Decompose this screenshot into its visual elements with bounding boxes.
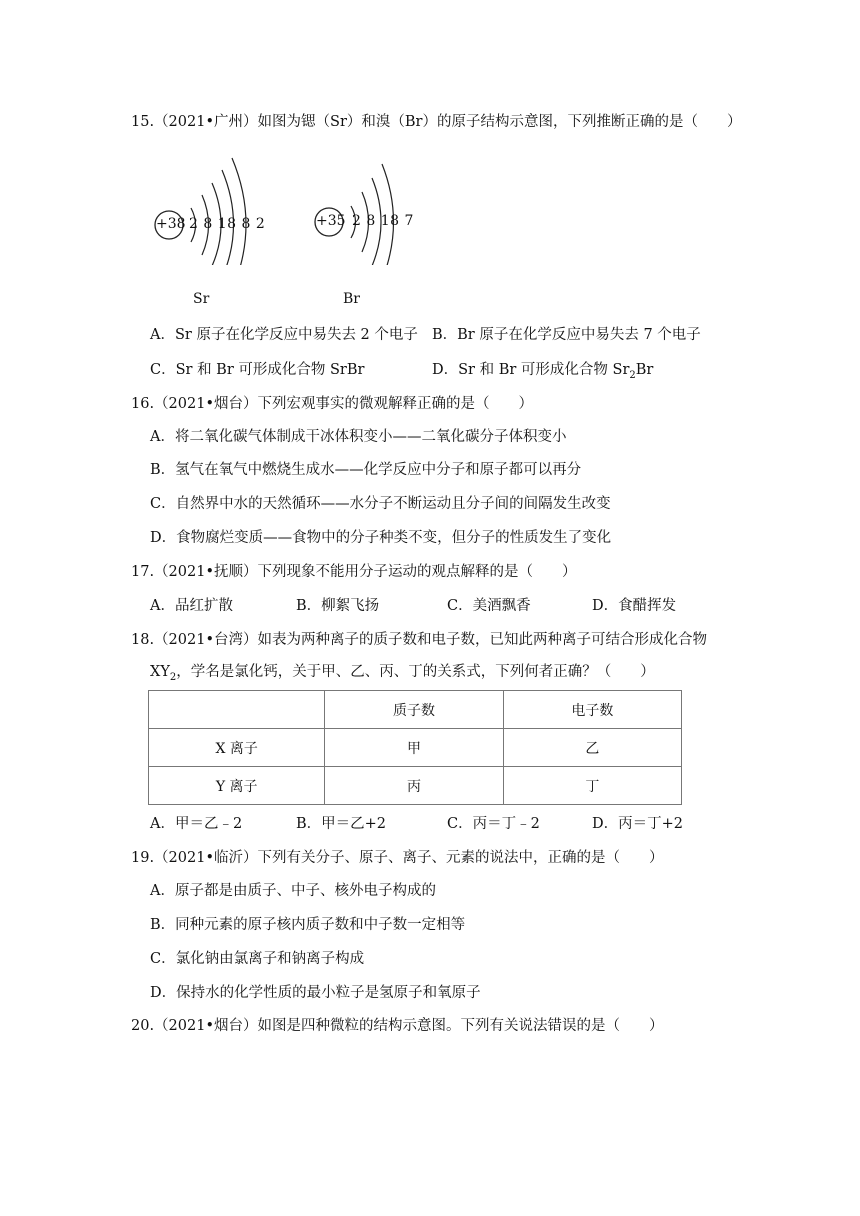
question-18-stem-line2 — [150, 662, 655, 688]
q18-option-a: A．甲＝乙﹣2 — [150, 816, 243, 832]
table-cell: 甲 — [325, 729, 503, 767]
q16-option-b: B．氢气在氧气中燃烧生成水——化学反应中分子和原子都可以再分 — [150, 462, 582, 478]
q15-option-b: B．Br 原子在化学反应中易失去 7 个电子 — [432, 327, 701, 343]
q17-option-a: A．品红扩散 — [150, 598, 233, 614]
q16-option-d: D．食物腐烂变质——食物中的分子种类不变，但分子的性质发生了变化 — [150, 530, 612, 546]
sr-electron-shells: 2 8 18 8 2 — [189, 216, 266, 232]
q16-option-c: C．自然界中水的天然循环——水分子不断运动且分子间的间隔发生改变 — [150, 496, 611, 512]
q18-formula-subscript: 2 — [169, 671, 177, 683]
q17-option-b: B．柳絮飞扬 — [296, 598, 380, 614]
q15-option-d-prefix: D．Sr 和 Br 可形成化合物 Sr — [432, 362, 630, 378]
table-header-cell — [149, 691, 325, 729]
q15-option-d-suffix: Br — [635, 362, 654, 378]
br-nucleus-charge: +35 — [316, 213, 346, 229]
q19-option-b: B．同种元素的原子核内质子数和中子数一定相等 — [150, 917, 466, 933]
sr-symbol: Sr — [193, 291, 210, 307]
table-cell: 丙 — [325, 767, 503, 805]
q19-option-d: D．保持水的化学性质的最小粒子是氢原子和氧原子 — [150, 985, 481, 1001]
q16-option-a: A．将二氧化碳气体制成干冰体积变小——二氧化碳分子体积变小 — [150, 429, 567, 445]
br-electron-shells: 2 8 18 7 — [352, 213, 414, 229]
table-header-row — [149, 691, 682, 729]
table-header-cell: 电子数 — [503, 691, 681, 729]
q19-option-a: A．原子都是由质子、中子、核外电子构成的 — [150, 883, 436, 899]
q15-option-a: A．Sr 原子在化学反应中易失去 2 个电子 — [150, 327, 418, 343]
q19-option-c: C．氯化钠由氯离子和钠离子构成 — [150, 951, 365, 967]
q15-option-d-subscript: 2 — [629, 369, 636, 381]
q15-option-d — [432, 360, 653, 386]
br-symbol: Br — [343, 291, 360, 307]
table-header-cell: 质子数 — [325, 691, 503, 729]
question-20-stem: 20.（2021•烟台）如图是四种微粒的结构示意图。下列有关说法错误的是（ ） — [131, 1018, 664, 1034]
q15-option-c: C．Sr 和 Br 可形成化合物 SrBr — [150, 362, 365, 378]
q18-option-c: C．丙＝丁﹣2 — [447, 816, 540, 832]
question-16-stem: 16.（2021•烟台）下列宏观事实的微观解释正确的是（ ） — [131, 396, 534, 412]
q18-formula-prefix: XY — [150, 664, 170, 680]
sr-nucleus-charge: +38 — [156, 216, 186, 232]
question-19-stem: 19.（2021•临沂）下列有关分子、原子、离子、元素的说法中，正确的是（ ） — [131, 850, 664, 866]
sr-atom-diagram — [150, 150, 275, 265]
table-row — [149, 767, 682, 805]
table-cell: X 离子 — [149, 729, 325, 767]
q18-option-d: D．丙＝丁+2 — [592, 816, 683, 832]
q18-stem-line2-text: ，学名是氯化钙，关于甲、乙、丙、丁的关系式，下列何者正确？（ ） — [176, 664, 655, 680]
table-row — [149, 729, 682, 767]
q17-option-c: C．美酒飘香 — [447, 598, 531, 614]
question-15-stem: 15.（2021•广州）如图为锶（Sr）和溴（Br）的原子结构示意图，下列推断正确的是（ ） — [131, 114, 742, 130]
q18-option-b: B．甲＝乙+2 — [296, 816, 387, 832]
br-atom-diagram — [312, 150, 417, 265]
table-cell: 乙 — [503, 729, 681, 767]
question-17-stem: 17.（2021•抚顺）下列现象不能用分子运动的观点解释的是（ ） — [131, 564, 577, 580]
table-cell: Y 离子 — [149, 767, 325, 805]
q17-option-d: D．食醋挥发 — [592, 598, 677, 614]
ion-table — [148, 690, 682, 805]
table-cell: 丁 — [503, 767, 681, 805]
question-18-stem: 18.（2021•台湾）如表为两种离子的质子数和电子数，已知此两种离子可结合形成化合物 — [131, 632, 708, 648]
